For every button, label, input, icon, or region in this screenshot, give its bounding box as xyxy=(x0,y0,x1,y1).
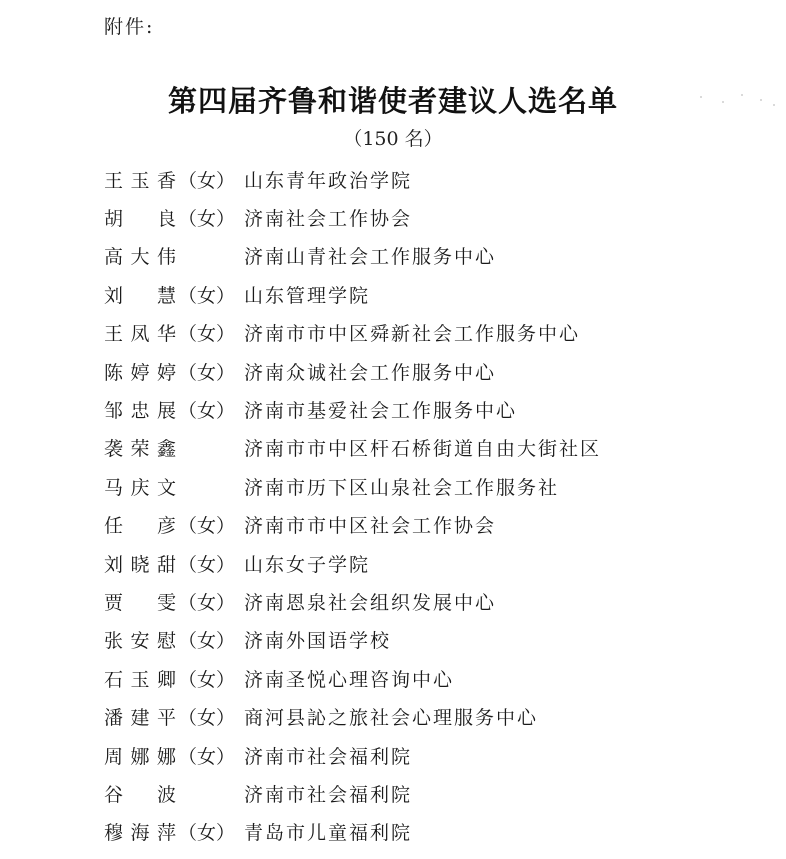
candidate-organization: 济南市市中区社会工作协会 xyxy=(244,515,497,538)
candidate-list xyxy=(104,160,764,851)
candidate-organization: 商河县訫之旅社会心理服务中心 xyxy=(244,707,539,730)
candidate-name: 陈 婷 婷 xyxy=(104,361,176,384)
list-item xyxy=(104,544,764,582)
document-title: 第四届齐鲁和谐使者建议人选名单 xyxy=(167,84,618,118)
candidate-gender: （女） xyxy=(178,745,236,768)
candidate-gender: （女） xyxy=(178,323,236,346)
list-item xyxy=(104,774,764,812)
scan-speck xyxy=(722,101,724,103)
candidate-organization: 青岛市儿童福利院 xyxy=(244,822,413,845)
candidate-organization: 济南市基爱社会工作服务中心 xyxy=(244,400,518,423)
candidate-organization: 济南市市中区舜新社会工作服务中心 xyxy=(244,323,581,346)
candidate-organization: 山东青年政治学院 xyxy=(244,169,413,192)
candidate-name: 高 大 伟 xyxy=(104,246,176,269)
list-item xyxy=(104,352,764,390)
list-item xyxy=(104,506,764,544)
list-item xyxy=(104,390,764,428)
candidate-gender: （女） xyxy=(178,515,236,538)
list-item xyxy=(104,198,764,236)
candidate-name: 贾 雯 xyxy=(104,591,176,614)
candidate-name: 张 安 慰 xyxy=(104,630,176,653)
list-item xyxy=(104,275,764,313)
candidate-organization: 济南恩泉社会组织发展中心 xyxy=(244,591,497,614)
candidate-gender: （女） xyxy=(178,553,236,576)
list-item xyxy=(104,659,764,697)
candidate-gender: （女） xyxy=(178,169,236,192)
candidate-name: 穆 海 萍 xyxy=(104,822,176,845)
candidate-name: 刘 晓 甜 xyxy=(104,553,176,576)
list-item xyxy=(104,467,764,505)
attachment-label: 附件: xyxy=(104,16,155,38)
candidate-organization: 济南社会工作协会 xyxy=(244,208,413,231)
candidate-organization: 济南山青社会工作服务中心 xyxy=(244,246,497,269)
list-item xyxy=(104,697,764,735)
candidate-name: 胡 良 xyxy=(104,208,176,231)
scan-speck xyxy=(760,99,762,101)
list-item xyxy=(104,582,764,620)
candidate-name: 周 娜 娜 xyxy=(104,745,176,768)
candidate-gender: （女） xyxy=(178,822,236,845)
list-item xyxy=(104,160,764,198)
candidate-organization: 济南市历下区山泉社会工作服务社 xyxy=(244,476,560,499)
scan-speck xyxy=(700,96,702,98)
candidate-gender: （女） xyxy=(178,630,236,653)
candidate-name: 邹 忠 展 xyxy=(104,400,176,423)
candidate-name: 石 玉 卿 xyxy=(104,668,176,691)
candidate-gender: （女） xyxy=(178,707,236,730)
candidate-name: 谷 波 xyxy=(104,783,176,806)
candidate-name: 任 彦 xyxy=(104,515,176,538)
candidate-name: 刘 慧 xyxy=(104,284,176,307)
candidate-organization: 山东女子学院 xyxy=(244,553,371,576)
candidate-gender: （女） xyxy=(178,668,236,691)
candidate-organization: 济南市市中区杆石桥街道自由大街社区 xyxy=(244,438,602,461)
candidate-organization: 济南市社会福利院 xyxy=(244,745,413,768)
list-item xyxy=(104,314,764,352)
candidate-gender: （女） xyxy=(178,284,236,307)
candidate-organization: 济南圣悦心理咨询中心 xyxy=(244,668,455,691)
list-item xyxy=(104,429,764,467)
scan-speck xyxy=(741,94,743,96)
candidate-name: 袭 荣 鑫 xyxy=(104,438,176,461)
list-item xyxy=(104,237,764,275)
candidate-name: 王 凤 华 xyxy=(104,323,176,346)
list-item xyxy=(104,736,764,774)
candidate-organization: 济南外国语学校 xyxy=(244,630,392,653)
candidate-name: 潘 建 平 xyxy=(104,707,176,730)
candidate-name: 马 庆 文 xyxy=(104,476,176,499)
candidate-organization: 济南市社会福利院 xyxy=(244,783,413,806)
candidate-organization: 济南众诚社会工作服务中心 xyxy=(244,361,497,384)
candidate-gender: （女） xyxy=(178,208,236,231)
candidate-organization: 山东管理学院 xyxy=(244,284,371,307)
candidate-name: 王 玉 香 xyxy=(104,169,176,192)
candidate-count: （150 名） xyxy=(343,128,443,150)
candidate-gender: （女） xyxy=(178,400,236,423)
candidate-gender: （女） xyxy=(178,361,236,384)
candidate-gender: （女） xyxy=(178,591,236,614)
scan-speck xyxy=(773,104,775,106)
list-item xyxy=(104,813,764,851)
list-item xyxy=(104,621,764,659)
